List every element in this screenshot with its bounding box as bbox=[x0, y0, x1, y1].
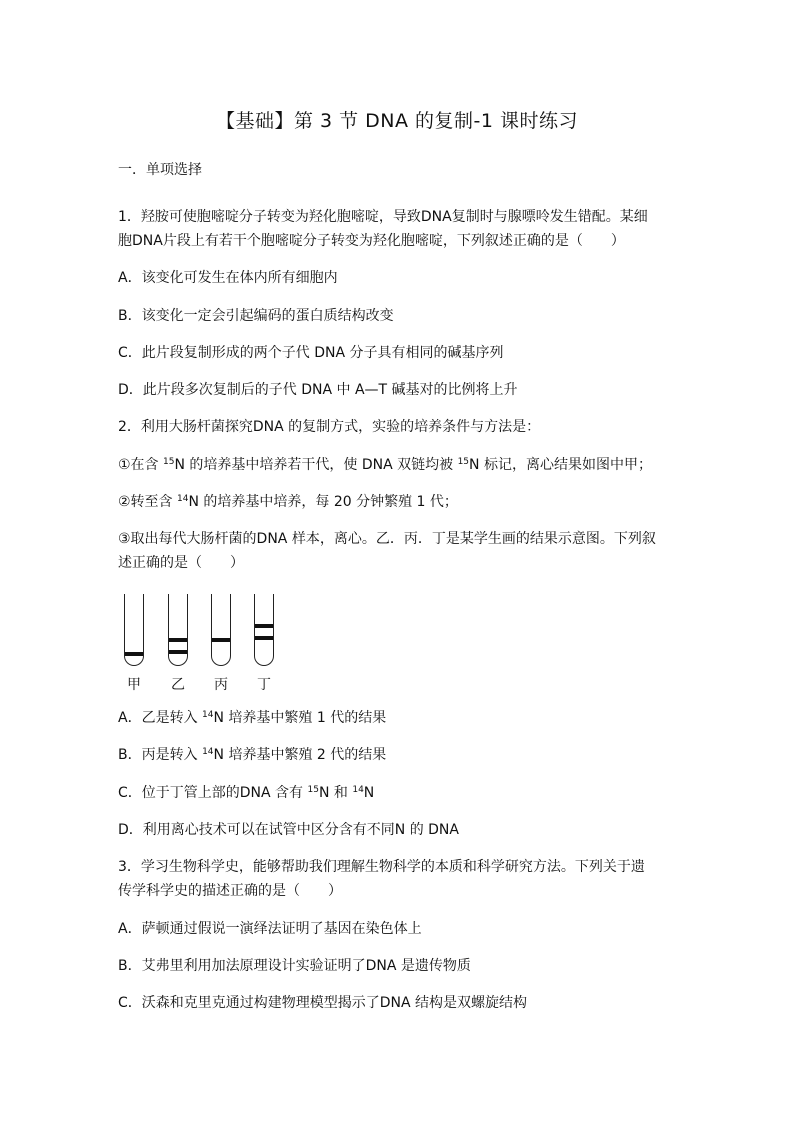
page-title: 【基础】第 3 节 DNA 的复制-1 课时练习 bbox=[215, 110, 579, 132]
q2-step3-line2: 述正确的是（ ） bbox=[118, 555, 244, 571]
q2-option-c: C．位于丁管上部的DNA 含有 $^{15}$N 和 $^{14}$N bbox=[118, 785, 375, 801]
tube-band bbox=[255, 624, 273, 628]
q3-stem-line2: 传学科学史的描述正确的是（ ） bbox=[118, 883, 342, 899]
q2-step2: ②转至含 $^{14}$N 的培养基中培养，每 20 分钟繁殖 1 代； bbox=[118, 494, 458, 510]
q1-option-a: A．该变化可发生在体内所有细胞内 bbox=[118, 270, 338, 286]
tube-yi bbox=[168, 594, 188, 666]
tube-label-yi: 乙 bbox=[171, 677, 185, 693]
tube-label-ding: 丁 bbox=[257, 677, 271, 693]
tube-band bbox=[169, 650, 187, 654]
q2-stem: 2．利用大肠杆菌探究DNA 的复制方式，实验的培养条件与方法是： bbox=[118, 419, 541, 435]
tube-bing bbox=[211, 594, 231, 666]
tube-band bbox=[169, 638, 187, 642]
q3-option-c: C．沃森和克里克通过构建物理模型揭示了DNA 结构是双螺旋结构 bbox=[118, 995, 528, 1011]
tube-label-jia: 甲 bbox=[127, 677, 141, 693]
tube-label-bing: 丙 bbox=[214, 677, 228, 693]
q3-stem-line1: 3．学习生物科学史，能够帮助我们理解生物科学的本质和科学研究方法。下列关于遗 bbox=[118, 859, 645, 875]
section-heading: 一．单项选择 bbox=[118, 162, 202, 178]
q1-stem-line2: 胞DNA片段上有若干个胞嘧啶分子转变为羟化胞嘧啶，下列叙述正确的是（ ） bbox=[118, 233, 625, 249]
q2-step1: ①在含 $^{15}$N 的培养基中培养若干代，使 DNA 双链均被 $^{15}$N 标记，离心结果如图中甲； bbox=[118, 457, 652, 473]
tube-band bbox=[125, 652, 143, 656]
q2-option-a: A．乙是转入 $^{14}$N 培养基中繁殖 1 代的结果 bbox=[118, 710, 387, 726]
q1-stem-line1: 1．羟胺可使胞嘧啶分子转变为羟化胞嘧啶，导致DNA复制时与腺嘌呤发生错配。某细 bbox=[118, 209, 648, 225]
centrifuge-tubes-figure bbox=[116, 590, 286, 693]
q3-option-b: B．艾弗里利用加法原理设计实验证明了DNA 是遗传物质 bbox=[118, 958, 471, 974]
tube-jia bbox=[124, 594, 144, 666]
tube-band bbox=[255, 636, 273, 640]
q2-option-d: D．利用离心技术可以在试管中区分含有不同N 的 DNA bbox=[118, 822, 459, 838]
tube-band bbox=[212, 638, 230, 642]
q2-step3-line1: ③取出每代大肠杆菌的DNA 样本，离心。乙．丙．丁是某学生画的结果示意图。下列叙 bbox=[118, 531, 656, 547]
tube-ding bbox=[254, 594, 274, 666]
q2-option-b: B．丙是转入 $^{14}$N 培养基中繁殖 2 代的结果 bbox=[118, 747, 387, 763]
q1-option-b: B．该变化一定会引起编码的蛋白质结构改变 bbox=[118, 308, 394, 324]
q3-option-a: A．萨顿通过假说一演绎法证明了基因在染色体上 bbox=[118, 921, 422, 937]
q1-option-c: C．此片段复制形成的两个子代 DNA 分子具有相同的碱基序列 bbox=[118, 345, 504, 361]
q1-option-d: D．此片段多次复制后的子代 DNA 中 A—T 碱基对的比例将上升 bbox=[118, 382, 518, 398]
